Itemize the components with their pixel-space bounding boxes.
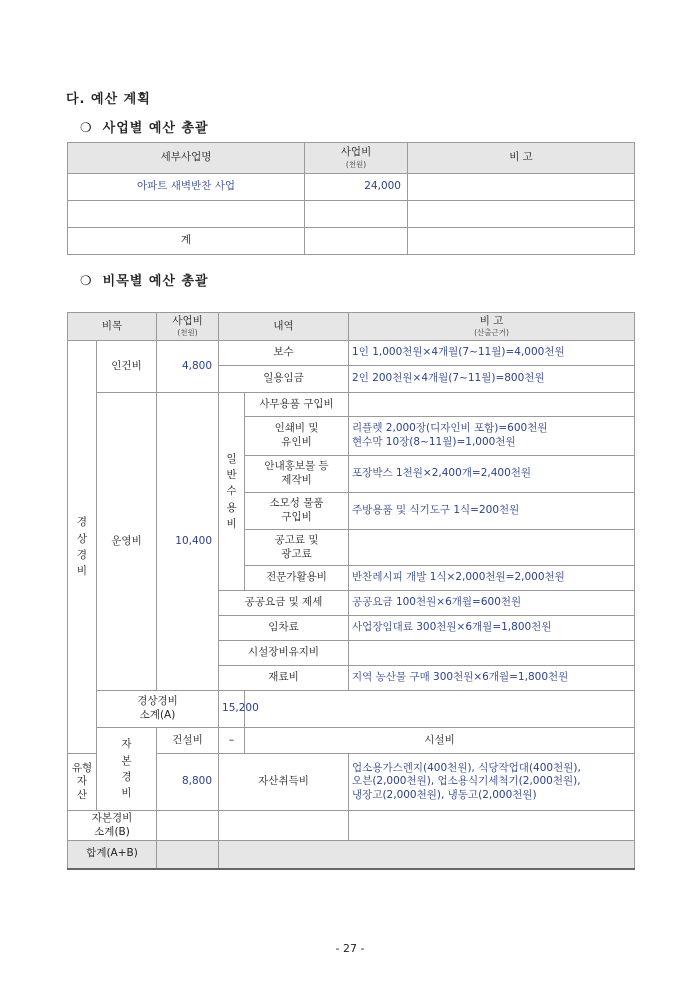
- subtotal-a-cost: 15,200: [219, 691, 245, 728]
- note-general-1: 리플렛 2,000장(디자인비 포함)=600천원 현수막 10장(8~11월)=1,000천원: [349, 417, 635, 456]
- cost-ingeon: 4,800: [157, 341, 219, 393]
- circle-bullet-icon: ❍: [80, 121, 93, 136]
- section-title: 다. 예산 계획: [66, 92, 151, 107]
- header-note: 비 고 (산출근거): [349, 313, 635, 341]
- note-general-0: [349, 393, 635, 417]
- circle-bullet-icon: ❍: [80, 274, 93, 289]
- label-unyoung: 운영비: [97, 393, 157, 691]
- note-other-1: 사업장임대료 300천원×6개월=1,800천원: [349, 616, 635, 641]
- item-geonseol: 시설비: [245, 728, 635, 754]
- item-other-0: 공공요금 및 제세: [219, 591, 349, 616]
- grand-total-label: 합계(A+B): [68, 841, 157, 869]
- note-bosu: 1인 1,000천원×4개월(7~11월)=4,000천원: [349, 341, 635, 366]
- category-jabon: 자 본 경 비: [97, 728, 157, 811]
- item-budget-table: [67, 312, 635, 870]
- header-detail: 내역: [219, 313, 349, 341]
- item-general-3: 소모성 물품 구입비: [245, 493, 349, 530]
- label-geonseol: 건설비: [157, 728, 219, 754]
- note-general-5: 반찬레시피 개발 1식×2,000천원=2,000천원: [349, 566, 635, 591]
- subtotal-b-label: 자본경비 소계(B): [68, 811, 157, 841]
- item-general-2: 안내홍보물 등 제작비: [245, 456, 349, 493]
- item-general-4: 공고료 및 광고료: [245, 530, 349, 566]
- header-detail: 세부사업명: [68, 143, 305, 174]
- project-cost: 24,000: [305, 174, 408, 201]
- total-label: 계: [68, 228, 305, 255]
- header-cost: 사업비 (천원): [305, 143, 408, 174]
- note-general-3: 주방용품 및 식기도구 1식=200천원: [349, 493, 635, 530]
- project-note: [408, 174, 635, 201]
- subsection-label: 사업별 예산 총괄: [102, 121, 209, 136]
- item-other-1: 임차료: [219, 616, 349, 641]
- note-ilyong: 2인 200천원×4개월(7~11월)=800천원: [349, 366, 635, 393]
- note-general-4: [349, 530, 635, 566]
- note-other-2: [349, 641, 635, 666]
- item-ilyong: 일용임금: [219, 366, 349, 393]
- subtotal-a-label: 경상경비 소계(A): [97, 691, 219, 728]
- cost-unyoung: 10,400: [157, 393, 219, 691]
- grand-total-cost: [157, 841, 219, 869]
- table-row: [68, 728, 635, 754]
- subtotal-a-row: [68, 691, 635, 728]
- item-bosu: 보수: [219, 341, 349, 366]
- note-other-3: 지역 농산물 구매 300천원×6개월=1,800천원: [349, 666, 635, 691]
- item-yuhyeong: 자산취득비: [219, 754, 349, 811]
- subsection-title-by-project: [80, 117, 209, 136]
- subsection-title-by-item: [80, 270, 209, 289]
- item-other-2: 시설장비유지비: [219, 641, 349, 666]
- item-general-5: 전문가활용비: [245, 566, 349, 591]
- header-cost: 사업비 (천원): [157, 313, 219, 341]
- table-row: [68, 228, 635, 255]
- table-row: [68, 341, 635, 366]
- item-general-1: 인쇄비 및 유인비: [245, 417, 349, 456]
- cost-geonseol: –: [219, 728, 245, 754]
- project-name: 아파트 새벽반찬 사업: [68, 174, 305, 201]
- subsection-label: 비목별 예산 총괄: [102, 274, 209, 289]
- subtotal-b-row: [68, 811, 635, 841]
- page-number: - 27 -: [335, 942, 365, 955]
- header-note: 비 고: [408, 143, 635, 174]
- general-supply: 일 반 수 용 비: [219, 393, 245, 591]
- label-yuhyeong: 유형자 산: [68, 754, 97, 811]
- project-budget-table: [67, 142, 635, 255]
- header-item: 비목: [68, 313, 157, 341]
- note-general-2: 포장박스 1천원×2,400개=2,400천원: [349, 456, 635, 493]
- subtotal-b-cost: [157, 811, 219, 841]
- item-other-3: 재료비: [219, 666, 349, 691]
- label-ingeon: 인건비: [97, 341, 157, 393]
- grand-total-row: [68, 841, 635, 869]
- category-gyeongsang: 경 상 경 비: [68, 341, 97, 754]
- table-row: [68, 393, 635, 417]
- table-row: [68, 201, 635, 228]
- cost-yuhyeong: 8,800: [157, 754, 219, 811]
- item-general-0: 사무용품 구입비: [245, 393, 349, 417]
- table-row: [68, 174, 635, 201]
- note-other-0: 공공요금 100천원×6개월=600천원: [349, 591, 635, 616]
- note-yuhyeong: 업소용가스렌지(400천원), 식당작업대(400천원), 오븐(2,000천원), 업소용식기세척기(2,000천원), 냉장고(2,000천원), 냉동고(2,000천원): [349, 754, 635, 811]
